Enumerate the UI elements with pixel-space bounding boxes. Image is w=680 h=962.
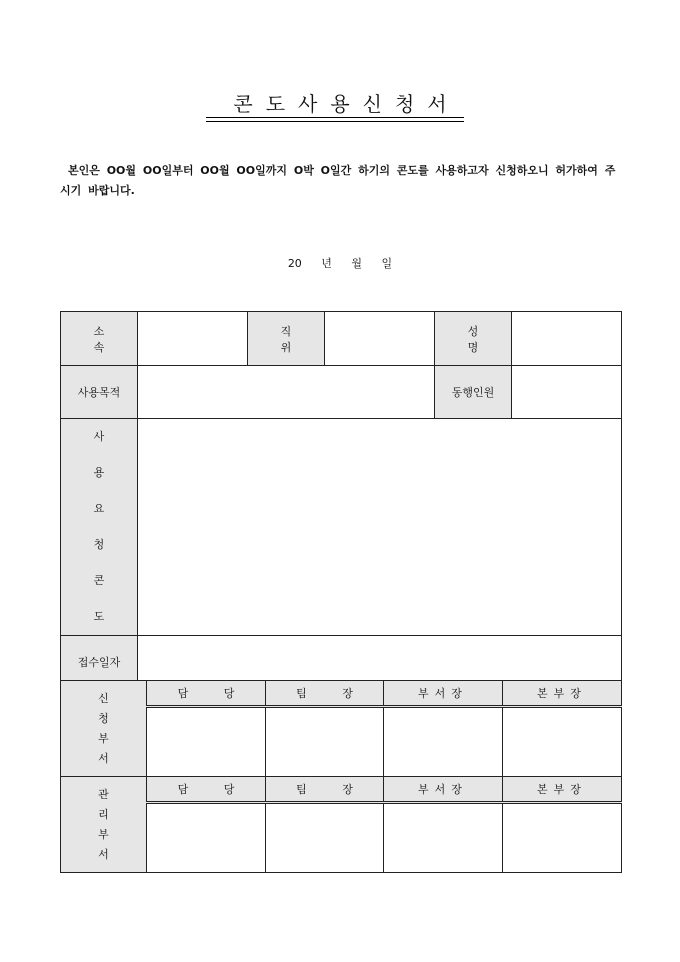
title-underline (206, 117, 464, 118)
sign-box[interactable] (384, 803, 503, 873)
date-line: 20 년 월 일 (287, 257, 393, 270)
role-dept-head-header: 부서장 (384, 777, 503, 803)
role-staff-header: 담 당 (147, 681, 266, 707)
applicant-dept-line1: 신 청 (98, 691, 131, 725)
role-team-leader-header: 팀 장 (266, 681, 384, 707)
name-field[interactable] (512, 312, 622, 366)
sign-box[interactable] (147, 707, 266, 777)
role-team-leader-header: 팀 장 (266, 777, 384, 803)
sign-box[interactable] (266, 803, 384, 873)
companions-field[interactable] (512, 366, 622, 419)
applicant-dept-line2: 부 서 (98, 731, 131, 765)
managing-dept-line2: 부 서 (98, 827, 131, 861)
position-label: 직 위 (248, 312, 325, 366)
sign-box[interactable] (503, 803, 622, 873)
role-staff-header: 담 당 (147, 777, 266, 803)
application-form-table (60, 311, 622, 689)
affiliation-field[interactable] (138, 312, 248, 366)
affiliation-label: 소 속 (61, 312, 138, 366)
name-label: 성 명 (435, 312, 512, 366)
sign-box[interactable] (266, 707, 384, 777)
page-title: 콘도사용신청서 (233, 92, 460, 116)
requested-condo-label-line1: 사 용 (93, 430, 127, 479)
sign-box[interactable] (147, 803, 266, 873)
requested-condo-label (61, 419, 138, 636)
role-division-head-header: 본부장 (503, 777, 622, 803)
applicant-dept-label (61, 681, 147, 777)
purpose-label: 사용목적 (61, 366, 138, 419)
role-dept-head-header: 부서장 (384, 681, 503, 707)
requested-condo-label-line2: 요 청 (93, 502, 127, 551)
requested-condo-field[interactable] (138, 419, 622, 636)
managing-dept-label (61, 777, 147, 873)
requested-condo-label-line3: 콘 도 (93, 574, 127, 623)
purpose-field[interactable] (138, 366, 435, 419)
receipt-date-label: 접수일자 (61, 636, 138, 689)
managing-dept-line1: 관 리 (98, 787, 131, 821)
position-field[interactable] (325, 312, 435, 366)
approval-table (60, 680, 622, 873)
sign-box[interactable] (384, 707, 503, 777)
sign-box[interactable] (503, 707, 622, 777)
intro-paragraph: 본인은 OO월 OO일부터 OO월 OO일까지 O박 O일간 하기의 콘도를 사용하고자 신청하오니 허가하여 주시기 바랍니다. (60, 164, 616, 197)
title-underline-2 (206, 121, 464, 122)
role-division-head-header: 본부장 (503, 681, 622, 707)
companions-label: 동행인원 (435, 366, 512, 419)
